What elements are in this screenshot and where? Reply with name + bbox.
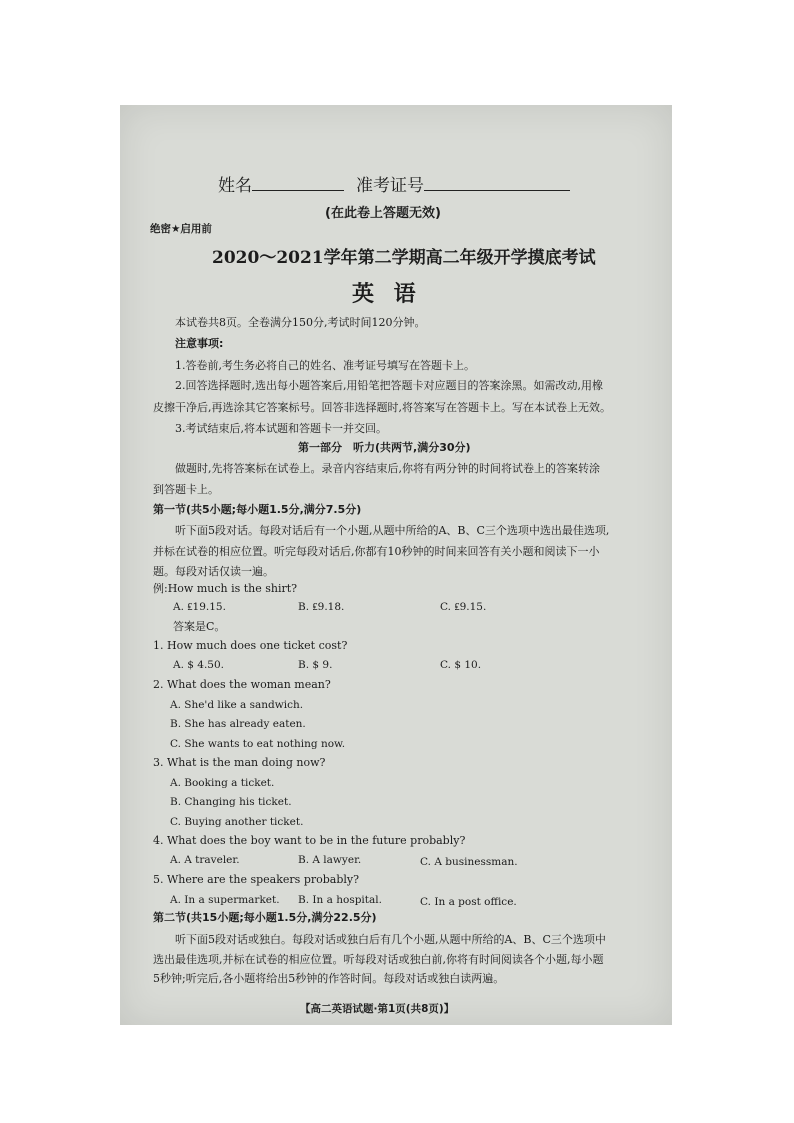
section2-instr-b: 选出最佳选项,并标在试卷的相应位置。听每段对话或独白前,你将有时间阅读各个小题,每小题 bbox=[153, 953, 604, 966]
question-1: 1. How much does one ticket cost? bbox=[153, 639, 348, 652]
notice-item-2b: 皮擦干净后,再选涂其它答案标号。回答非选择题时,将答案写在答题卡上。写在本试卷上无效。 bbox=[153, 401, 611, 414]
q3-option-a: A. Booking a ticket. bbox=[170, 777, 275, 789]
subject-title: 英 语 bbox=[352, 282, 422, 307]
section2-instr-c: 5秒钟;听完后,各小题将给出5秒钟的作答时间。每段对话或独白读两遍。 bbox=[153, 972, 505, 985]
notice-item-3: 3.考试结束后,将本试题和答题卡一并交回。 bbox=[175, 422, 387, 435]
q4-option-c: C. A businessman. bbox=[420, 856, 518, 868]
id-label: 准考证号 bbox=[356, 176, 424, 196]
example-option-c: C. ₤9.15. bbox=[440, 601, 487, 613]
section1-instr-b: 并标在试卷的相应位置。听完每段对话后,你都有10秒钟的时间来回答有关小题和阅读下一小 bbox=[153, 545, 600, 558]
notice-item-1: 1.答卷前,考生务必将自己的姓名、准考证号填写在答题卡上。 bbox=[175, 359, 475, 372]
example-question: 例:How much is the shirt? bbox=[153, 582, 298, 595]
question-3: 3. What is the man doing now? bbox=[153, 756, 326, 769]
notice-title: 注意事项: bbox=[175, 337, 224, 350]
q2-option-a: A. She'd like a sandwich. bbox=[170, 699, 304, 711]
section1-title: 第一节(共5小题;每小题1.5分,满分7.5分) bbox=[153, 503, 362, 516]
part1-instr-b: 到答题卡上。 bbox=[153, 483, 219, 496]
exam-title: 2020～2021学年第二学期高二年级开学摸底考试 bbox=[212, 248, 596, 268]
section1-instr-c: 题。每段对话仅读一遍。 bbox=[153, 565, 274, 578]
notice-item-2a: 2.回答选择题时,选出每小题答案后,用铅笔把答题卡对应题目的答案涂黑。如需改动,用橡 bbox=[175, 379, 603, 392]
q1-option-b: B. $ 9. bbox=[298, 659, 333, 671]
q4-option-a: A. A traveler. bbox=[170, 854, 240, 866]
secret-label: 绝密★启用前 bbox=[150, 223, 212, 235]
part1-instr-a: 做题时,先将答案标在试卷上。录音内容结束后,你将有两分钟的时间将试卷上的答案转涂 bbox=[175, 462, 600, 475]
q2-option-b: B. She has already eaten. bbox=[170, 718, 306, 730]
q2-option-c: C. She wants to eat nothing now. bbox=[170, 738, 346, 750]
intro-text: 本试卷共8页。全卷满分150分,考试时间120分钟。 bbox=[175, 316, 426, 329]
name-line bbox=[218, 171, 344, 196]
q5-option-b: B. In a hospital. bbox=[298, 894, 382, 906]
section2-instr-a: 听下面5段对话或独白。每段对话或独白后有几个小题,从题中所给的A、B、C三个选项中 bbox=[175, 933, 606, 946]
q1-option-a: A. $ 4.50. bbox=[173, 659, 224, 671]
section2-title: 第二节(共15小题;每小题1.5分,满分22.5分) bbox=[153, 911, 377, 924]
invalid-note: (在此卷上答题无效) bbox=[325, 206, 441, 221]
q5-option-a: A. In a supermarket. bbox=[170, 894, 280, 906]
example-answer: 答案是C。 bbox=[173, 620, 226, 633]
page-footer: 【高二英语试题·第1页(共8页)】 bbox=[300, 1003, 455, 1015]
q4-option-b: B. A lawyer. bbox=[298, 854, 362, 866]
section1-instr-a: 听下面5段对话。每段对话后有一个小题,从题中所给的A、B、C三个选项中选出最佳选项, bbox=[175, 524, 610, 537]
question-5: 5. Where are the speakers probably? bbox=[153, 873, 360, 886]
name-label: 姓名 bbox=[218, 176, 252, 196]
name-blank[interactable] bbox=[252, 176, 344, 191]
q1-option-c: C. $ 10. bbox=[440, 659, 482, 671]
id-blank[interactable] bbox=[424, 176, 570, 191]
q5-option-c: C. In a post office. bbox=[420, 896, 517, 908]
part1-title: 第一部分 听力(共两节,满分30分) bbox=[298, 441, 471, 454]
question-4: 4. What does the boy want to be in the future probably? bbox=[153, 834, 466, 847]
q3-option-b: B. Changing his ticket. bbox=[170, 796, 292, 808]
example-option-a: A. ₤19.15. bbox=[173, 601, 226, 613]
q3-option-c: C. Buying another ticket. bbox=[170, 816, 304, 828]
id-line bbox=[356, 171, 570, 196]
example-option-b: B. ₤9.18. bbox=[298, 601, 345, 613]
question-2: 2. What does the woman mean? bbox=[153, 678, 331, 691]
exam-page bbox=[120, 105, 672, 1025]
